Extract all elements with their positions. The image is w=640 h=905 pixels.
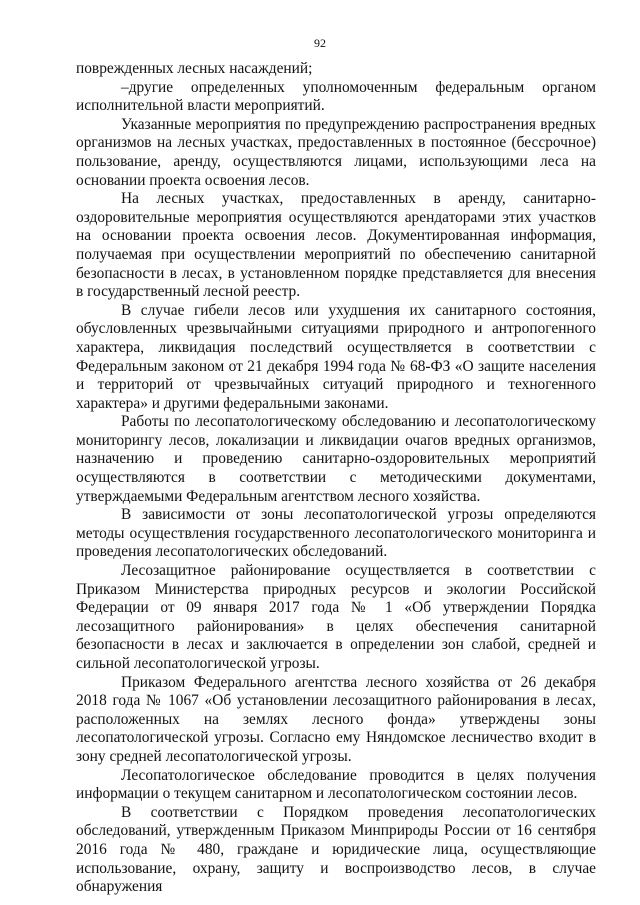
paragraph: В соответствии с Порядком проведения лесопатологических обследований, утвержденным Приказом Минприроды России от 16 сентября 2016 года № 480, граждане и юридические лица, осуществляющие использование, охрану, защиту и воспроизводство лесов, в случае обнаружения bbox=[76, 803, 596, 896]
paragraph: На лесных участках, предоставленных в аренду, санитарно-оздоровительные мероприятия осуществляются арендаторами этих участков на основании проекта освоения лесов. Документированная информация, получаемая при осуществлении мероприятий по обеспечению санитарной безопасности в лесах, в установленном порядке представляется для внесения в государственный лесной реестр. bbox=[76, 190, 596, 301]
paragraph: В случае гибели лесов или ухудшения их санитарного состояния, обусловленных чрезвычайными ситуациями природного и антропогенного характера, ликвидация последствий осуществляется в соответствии с Федеральным законом от 21 декабря 1994 года № 68-ФЗ «О защите населения и территорий от чрезвычайных ситуаций природного и техногенного характера» и другими федеральными законами. bbox=[76, 301, 596, 412]
paragraph: Лесопатологическое обследование проводится в целях получения информации о текущем санитарном и лесопатологическом состоянии лесов. bbox=[76, 766, 596, 803]
paragraph: Указанные мероприятия по предупреждению распространения вредных организмов на лесных участках, предоставленных в постоянное (бессрочное) пользование, аренду, осуществляются лицами, использующими леса на основании проекта освоения лесов. bbox=[76, 115, 596, 189]
paragraph: Приказом Федерального агентства лесного хозяйства от 26 декабря 2018 года № 1067 «Об установлении лесозащитного районирования в лесах, расположенных на землях лесного фонда» утверждены зоны лесопатологической угрозы. Согласно ему Няндомское лесничество входит в зону средней лесопатологической угрозы. bbox=[76, 673, 596, 765]
page-number: 92 bbox=[314, 36, 326, 50]
paragraph: Лесозащитное районирование осуществляется в соответствии с Приказом Министерства природных ресурсов и экологии Российской Федерации от 09 января 2017 года № 1 «Об утверждении Порядка лесозащитного районирования» в целях обеспечения санитарной безопасности в лесах и заключается в определении зон слабой, средней и сильной лесопатологической угрозы. bbox=[76, 562, 596, 672]
paragraph-continuation: поврежденных лесных насаждений; bbox=[76, 60, 313, 77]
paragraph: В зависимости от зоны лесопатологической угрозы определяются методы осуществления государственного лесопатологического мониторинга и проведения лесопатологических обследований. bbox=[76, 506, 596, 561]
paragraph: Работы по лесопатологическому обследованию и лесопатологическому мониторингу лесов, локализации и ликвидации очагов вредных организмов, назначению и проведению санитарно-оздоровительных мероприятий осуществляются в соответствии с методическими документами, утверждаемыми Федеральным агентством лесного хозяйства. bbox=[76, 413, 596, 505]
document-body bbox=[76, 60, 596, 897]
paragraph-list-item: –другие определенных уполномоченным федеральным органом исполнительной власти мероприятий. bbox=[76, 78, 596, 115]
